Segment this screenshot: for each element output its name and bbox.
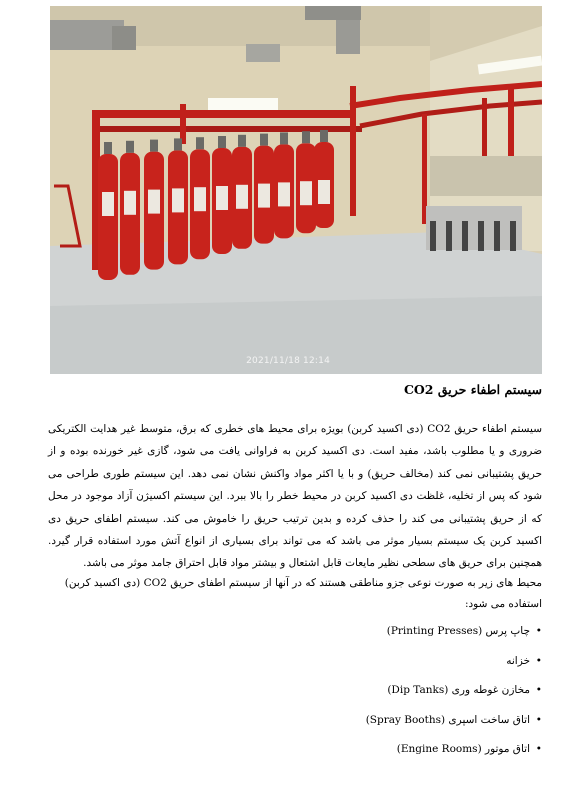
cylinder-valve: [174, 138, 182, 150]
co2-cylinder: [98, 154, 118, 280]
cylinder-valve: [196, 137, 204, 149]
usage-intro: محیط های زیر به صورت نوعی جزو مناطقی هستند که در آنها از سیستم اطفای حریق CO2 (دی اکسید کربن) استفاده می شود:: [64, 577, 542, 610]
list-item: • اتاق ساخت اسپری (Spray Booths): [48, 713, 542, 743]
usage-list: [48, 624, 542, 772]
cylinder-label: [258, 184, 270, 208]
cylinder-label: [216, 186, 228, 210]
list-item: • اتاق موتور (Engine Rooms): [48, 742, 542, 772]
cylinder-label: [318, 180, 330, 204]
cylinder-label: [194, 187, 206, 211]
cylinder-label: [148, 190, 160, 214]
list-item: • خزانه: [48, 654, 542, 684]
cylinder-label: [124, 191, 136, 215]
section-heading: سیستم اطفاء حریق CO2: [403, 382, 542, 397]
co2-system-photo: [50, 6, 542, 374]
cylinder-label: [236, 185, 248, 209]
photo-timestamp: 2021/11/18 12:14: [246, 356, 330, 366]
cylinder-valve: [280, 132, 288, 144]
cylinder-label: [278, 182, 290, 206]
body-paragraph: سیستم اطفاء حریق CO2 (دی اکسید کربن) بویژه برای محیط های خطری که برق، متوسط غیر هدایت الکتریکی ضروری و یا مطلوب باشد، مفید است. دی اکسید کربن به فراوانی یافت می شود، گازی غیر خورنده بوده و از حریق پشتیبانی نمی کند (مخالف حریق) و با یا اکثر مواد واکنش نشان نمی دهد. این سیستم طوری طراحی می شود که پس از تخلیه، غلظت دی اکسید کربن در محیط خطر را بالا ببرد. این سیستم اکسیژن آزاد موجود در محل که از حریق پشتیبانی می کند را حذف کرده و بدین ترتیب حریق را خاموش می کند. سیستم اطفای حریق دی اکسید کربن یک سیستم بسیار موثر می باشد که می تواند برای بسیاری از انواع آتش مورد استفاده قرار گیرد. همچنین برای حریق های سطحی نظیر مایعات قابل اشتعال و بیشتر مواد قابل احتراق جامد موثر می باشد.: [48, 423, 542, 570]
cylinder-valve: [260, 134, 268, 146]
cylinder-valve: [302, 131, 310, 143]
list-item: • چاپ پرس (Printing Presses): [48, 624, 542, 654]
photo-illustration: [50, 6, 542, 374]
cylinder-valve: [126, 141, 134, 153]
cylinder-valve: [238, 135, 246, 147]
cylinder-valve: [218, 136, 226, 148]
cylinder-label: [300, 181, 312, 205]
cylinder-valve: [150, 140, 158, 152]
cylinder-label: [102, 192, 114, 216]
cylinder-valve: [104, 142, 112, 154]
cylinder-label: [172, 188, 184, 212]
list-item: • مخازن غوطه وری (Dip Tanks): [48, 683, 542, 713]
cylinder-valve: [320, 130, 328, 142]
